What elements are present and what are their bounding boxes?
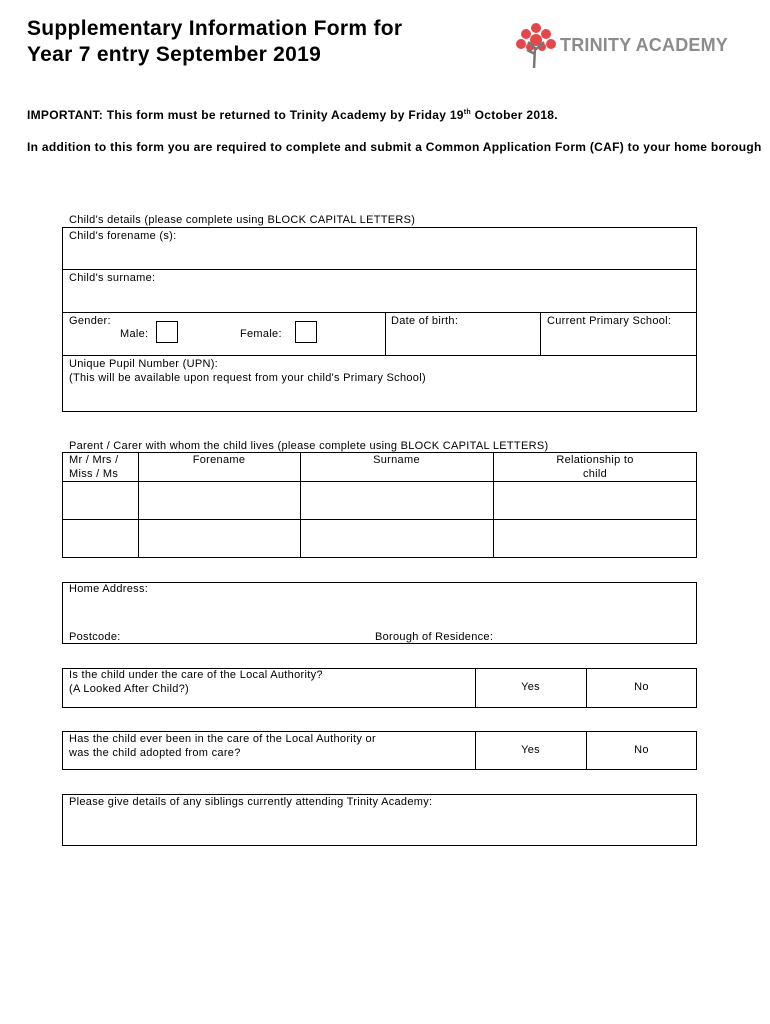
- child-section-label: Child's details (please complete using BLOCK CAPITAL LETTERS): [69, 214, 416, 226]
- upn-label: Unique Pupil Number (UPN):: [69, 358, 219, 370]
- female-label: Female:: [240, 328, 282, 340]
- col-surname-header: Surname: [373, 454, 420, 466]
- upn-field[interactable]: [69, 357, 426, 385]
- male-checkbox[interactable]: [156, 321, 178, 343]
- male-label: Male:: [120, 328, 149, 340]
- col-forename-header: Forename: [192, 454, 246, 466]
- borough-label: Borough of Residence:: [375, 631, 494, 643]
- logo-text: TRINITY ACADEMY: [560, 35, 729, 55]
- table-row[interactable]: [62, 481, 697, 519]
- child-surname-field[interactable]: Child's surname:: [69, 272, 156, 284]
- table-row[interactable]: [62, 519, 697, 558]
- caf-notice: In addition to this form you are required to complete and submit a Common Application Form (CAF) to your home borough: [27, 140, 762, 154]
- school-logo: [514, 20, 734, 68]
- gender-label: Gender:: [69, 315, 111, 327]
- col-title-header: Mr / Mrs / Miss / Ms: [69, 454, 119, 480]
- tree-icon: [514, 20, 558, 68]
- adopted-yes[interactable]: Yes: [521, 744, 540, 756]
- looked-after-yes[interactable]: Yes: [521, 681, 540, 693]
- title-line-1: Supplementary Information Form for: [27, 17, 403, 40]
- adopted-no[interactable]: No: [634, 744, 649, 756]
- important-notice: IMPORTANT: This form must be returned to Trinity Academy by Friday 19th October 2018.: [27, 108, 558, 122]
- looked-after-no[interactable]: No: [634, 681, 649, 693]
- siblings-label: Please give details of any siblings currently attending Trinity Academy:: [69, 796, 433, 808]
- adopted-question: Has the child ever been in the care of the Local Authority or was the child adopted from care?: [69, 733, 376, 759]
- primary-school-field[interactable]: Current Primary School:: [547, 315, 672, 327]
- parent-section-label: Parent / Carer with whom the child lives (please complete using BLOCK CAPITAL LETTERS): [69, 440, 549, 452]
- col-relationship-header: Relationship to child: [556, 454, 634, 480]
- looked-after-question: Is the child under the care of the Local Authority? (A Looked After Child?): [69, 669, 323, 695]
- female-checkbox[interactable]: [295, 321, 317, 343]
- dob-field[interactable]: Date of birth:: [391, 315, 459, 327]
- home-address-label: Home Address:: [69, 583, 149, 595]
- upn-note: (This will be available upon request from your child's Primary School): [69, 372, 426, 384]
- page-title: [27, 16, 402, 68]
- child-forename-field[interactable]: Child's forename (s):: [69, 230, 177, 242]
- postcode-label: Postcode:: [69, 631, 121, 643]
- title-line-2: Year 7 entry September 2019: [27, 43, 322, 66]
